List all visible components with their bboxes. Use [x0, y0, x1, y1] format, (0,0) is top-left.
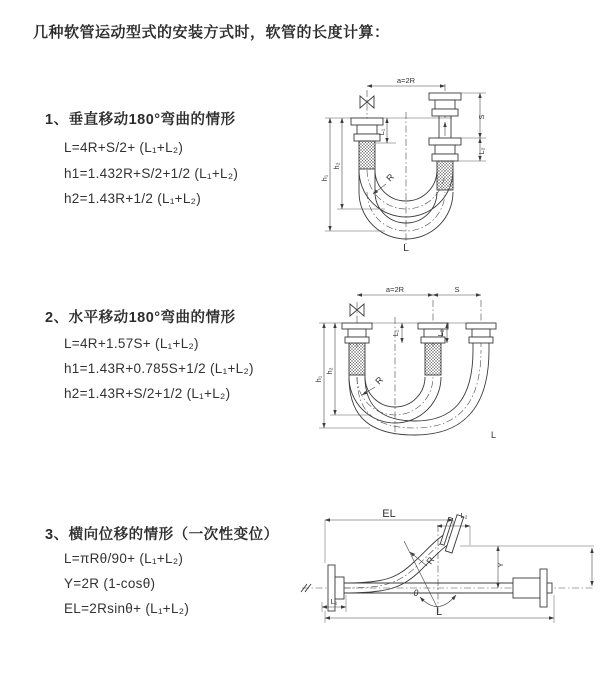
radius-label: R [373, 374, 386, 387]
angle-label: θ [413, 588, 419, 598]
section-1-heading: 1、垂直移动180°弯曲的情形 [45, 112, 236, 128]
dim-label-h1: h₁ [320, 174, 329, 182]
section-3-formula-L: L=πRθ/90+ (L₁+L₂) [64, 551, 184, 566]
dim-label-l1: L₁ [377, 128, 386, 136]
dim-label-y: Y [496, 562, 505, 568]
section-3-formula-Y: Y=2R (1-cosθ) [64, 576, 156, 591]
section-1-formula-h2: h2=1.43R+1/2 (L₁+L₂) [64, 191, 202, 206]
dim-label-h2: h₂ [332, 162, 341, 170]
length-label: L [435, 606, 443, 618]
dim-label-a2r: a=2R [385, 285, 405, 294]
section-1-formula-L: L=4R+S/2+ (L₁+L₂) [64, 140, 184, 155]
dim-label-l2: L₂ [460, 511, 468, 520]
page-title: 几种软管运动型式的安装方式时，软管的长度计算： [33, 24, 390, 41]
section-3-formula-EL: EL=2Rsinθ+ (L₁+L₂) [64, 601, 190, 616]
dim-label-l1: L₁ [391, 329, 400, 337]
valve-icon [360, 96, 367, 108]
section-1-formula-h1: h1=1.432R+S/2+1/2 (L₁+L₂) [64, 166, 239, 181]
radius-label: R [424, 555, 437, 567]
radius-label: R [384, 171, 397, 184]
length-label: L [491, 430, 497, 440]
length-label: L [403, 242, 409, 254]
dim-label-s: S [454, 285, 460, 294]
dim-label-s: S [477, 114, 486, 120]
dim-label-l2: L₂ [436, 329, 445, 337]
dim-label-l2: L₂ [477, 147, 486, 155]
valve-icon [350, 304, 357, 316]
section-2-formula-h2: h2=1.43R+S/2+1/2 (L₁+L₂) [64, 386, 231, 401]
dim-label-el: EL [382, 508, 396, 520]
section-2-formula-L: L=4R+1.57S+ (L₁+L₂) [64, 336, 199, 351]
diagram-vertical-180-bend [310, 66, 555, 262]
section-2-heading: 2、水平移动180°弯曲的情形 [45, 310, 236, 326]
dim-label-l1: L₁ [330, 597, 338, 606]
dim-label-h2: h₂ [325, 367, 334, 375]
dim-label-h1: h₁ [314, 375, 323, 383]
dim-label-a2r: a=2R [396, 76, 416, 85]
diagram-horizontal-180-bend [310, 283, 565, 448]
section-2-formula-h1: h1=1.43R+0.785S+1/2 (L₁+L₂) [64, 361, 254, 376]
section-3-heading: 3、横向位移的情形（一次性变位） [45, 527, 279, 543]
diagram-lateral-displacement [298, 503, 600, 639]
